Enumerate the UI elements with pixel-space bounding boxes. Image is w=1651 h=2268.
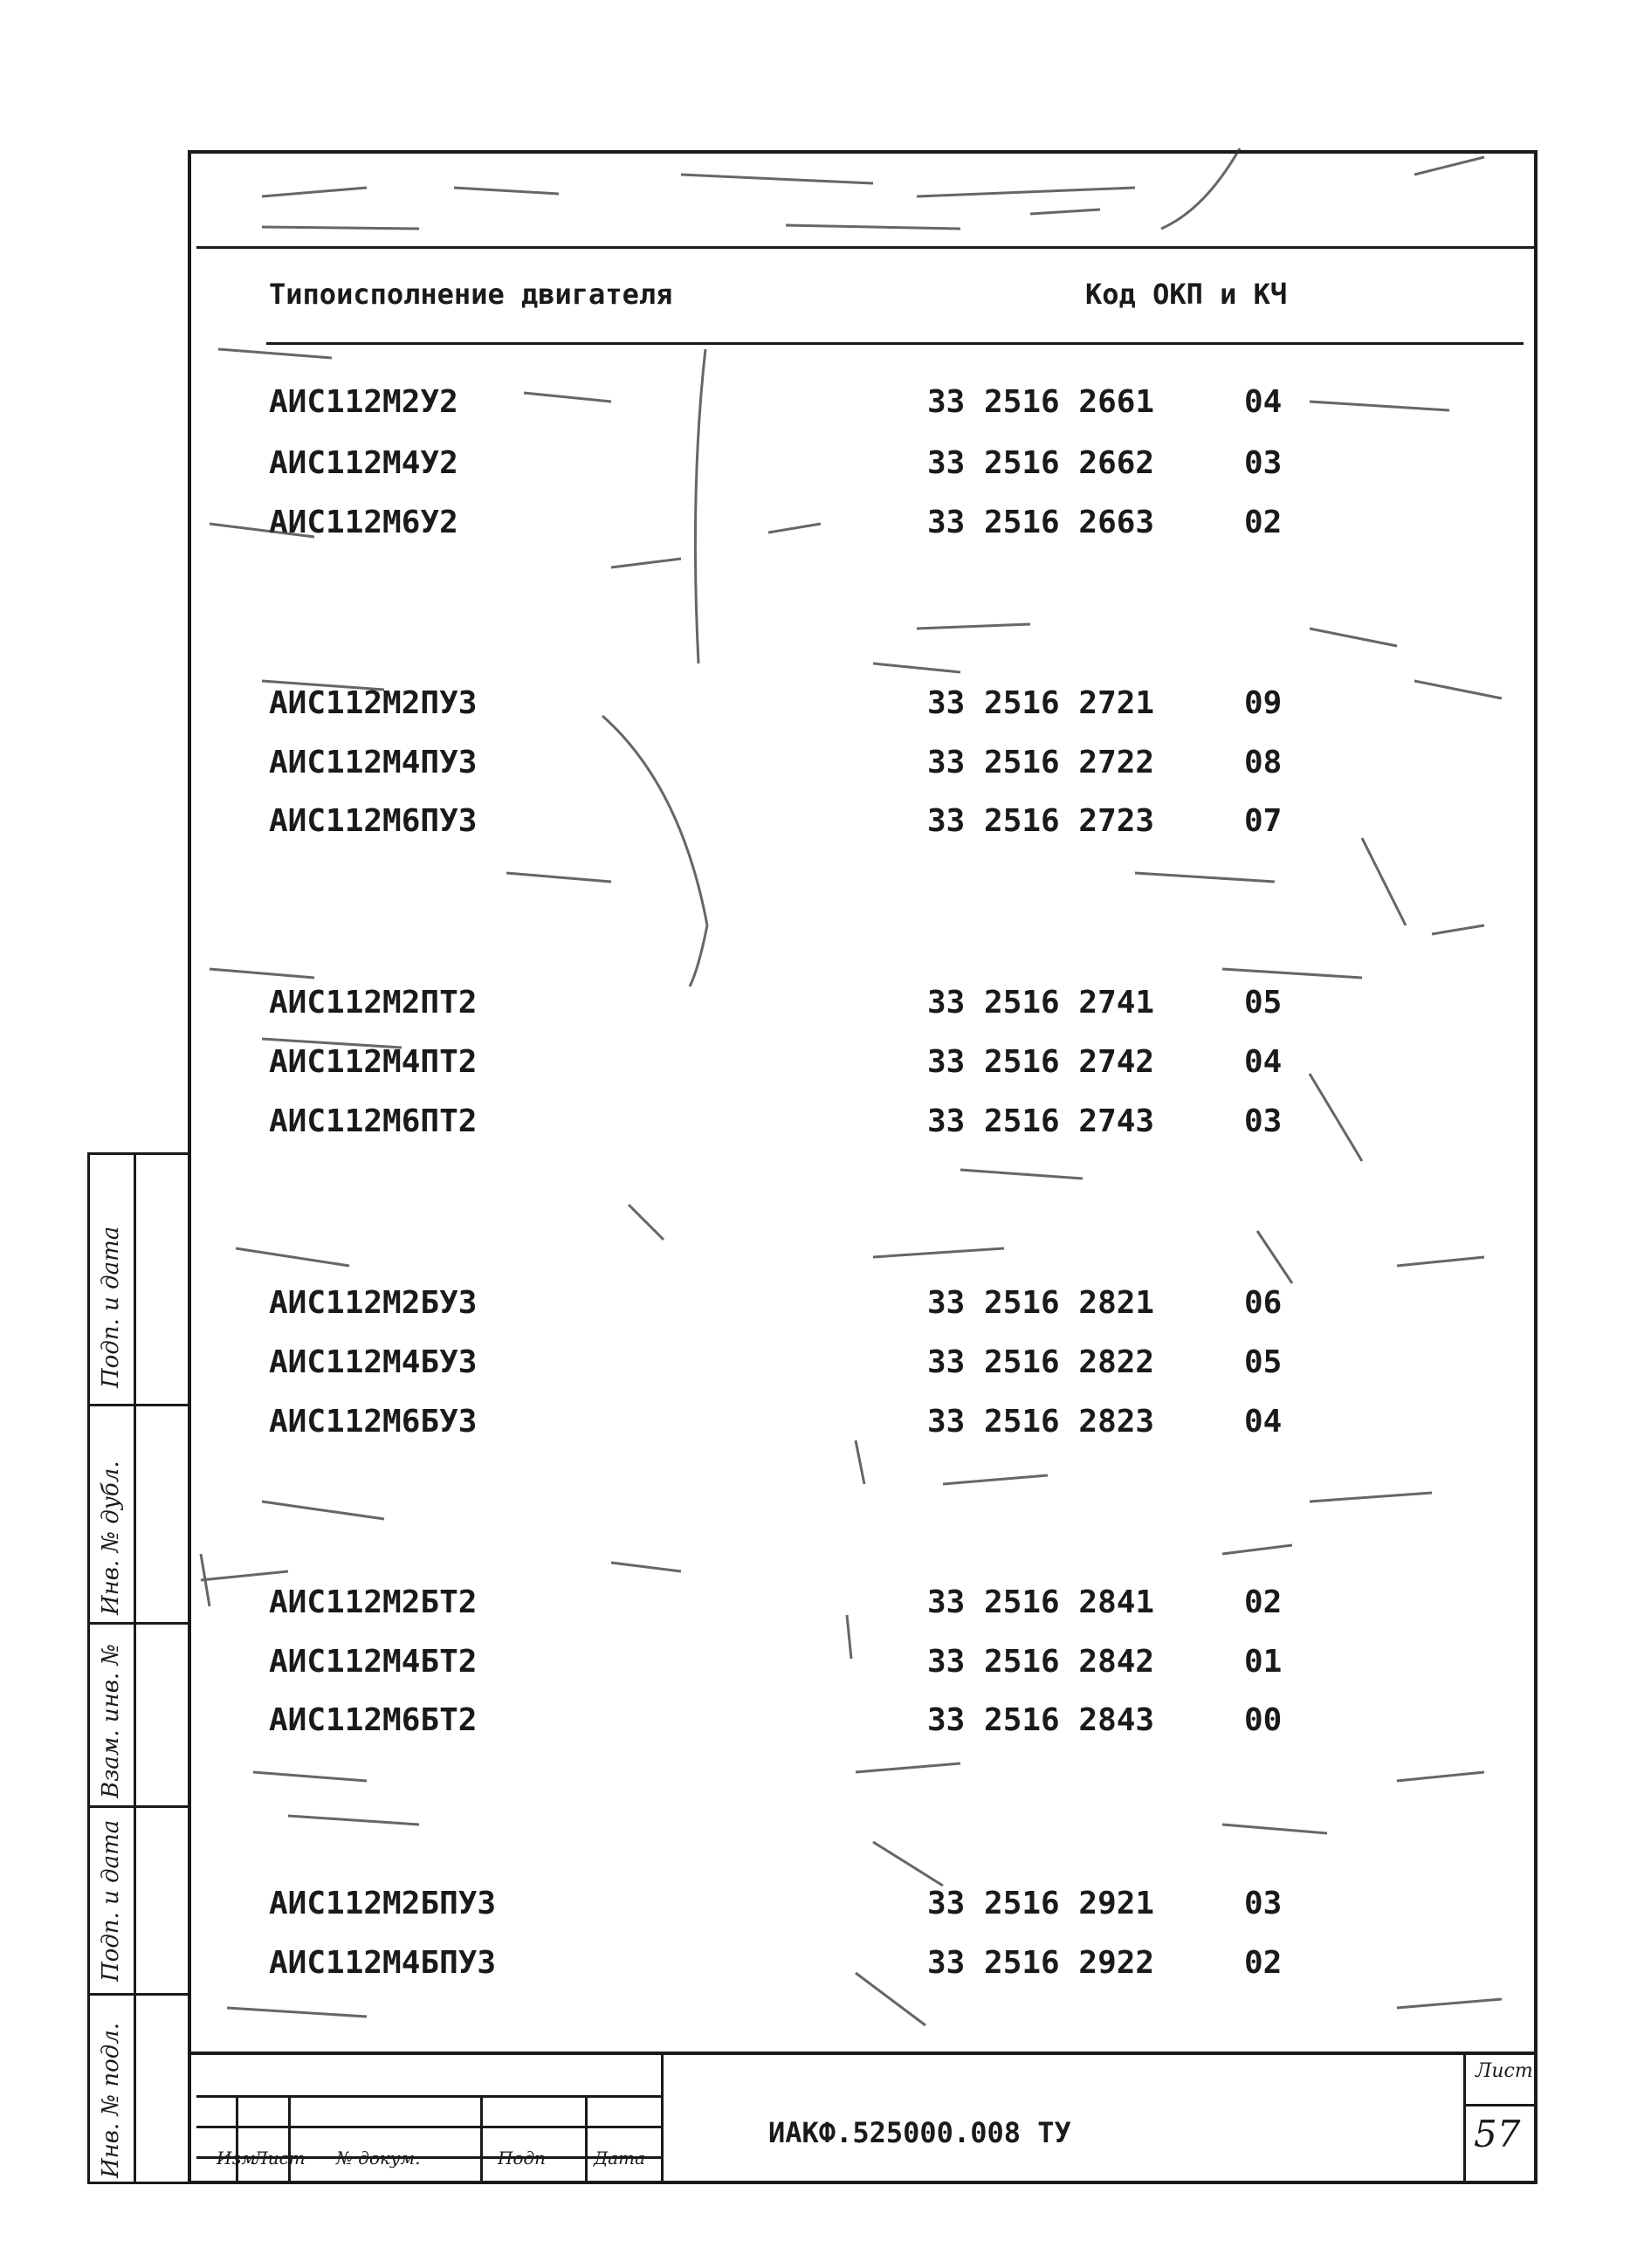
column-header-code: Код ОКП и КЧ <box>1085 278 1288 311</box>
okp-code-cell: 33 2516 2823 <box>927 1404 1155 1440</box>
sheet-label: Лист <box>1476 2060 1533 2082</box>
table-row <box>0 803 1651 847</box>
document-code: ИАКФ.525000.008 ТУ <box>768 2116 1071 2149</box>
motor-type-cell: АИС112М4ПУ3 <box>269 745 478 780</box>
okp-code-cell: 33 2516 2843 <box>927 1702 1155 1738</box>
sheet-cell-rule <box>1463 2104 1537 2106</box>
okp-code-cell: 33 2516 2921 <box>927 1886 1155 1921</box>
motor-type-cell: АИС112М2ПТ2 <box>269 985 478 1021</box>
kch-cell: 01 <box>1244 1644 1283 1680</box>
motor-type-cell: АИС112М2ПУ3 <box>269 685 478 721</box>
kch-cell: 06 <box>1244 1285 1283 1321</box>
okp-code-cell: 33 2516 2663 <box>927 505 1155 540</box>
kch-cell: 08 <box>1244 745 1283 780</box>
motor-type-cell: АИС112М6БТ2 <box>269 1702 478 1738</box>
table-row <box>0 384 1651 428</box>
table-row <box>0 505 1651 548</box>
kch-cell: 07 <box>1244 803 1283 839</box>
side-label-orig-inv: Инв. № подл. <box>98 2022 124 2178</box>
kch-cell: 03 <box>1244 1886 1283 1921</box>
motor-type-cell: АИС112М4ПТ2 <box>269 1044 478 1080</box>
motor-type-cell: АИС112М6ПТ2 <box>269 1103 478 1139</box>
motor-type-cell: АИС112М4БТ2 <box>269 1644 478 1680</box>
header-rule <box>196 246 1534 249</box>
motor-type-cell: АИС112М6ПУ3 <box>269 803 478 839</box>
kch-cell: 02 <box>1244 1584 1283 1620</box>
kch-cell: 04 <box>1244 1044 1283 1080</box>
okp-code-cell: 33 2516 2842 <box>927 1644 1155 1680</box>
revision-grid <box>196 2095 664 2182</box>
column-header-type: Типоисполнение двигателя <box>269 278 673 311</box>
side-label-replace-inv: Взам. инв. № <box>98 1643 124 1798</box>
tb-label-sheet: Лист <box>253 2148 306 2168</box>
kch-cell: 09 <box>1244 685 1283 721</box>
table-row <box>0 445 1651 489</box>
table-row <box>0 1285 1651 1329</box>
tb-label-sign: Подп <box>498 2148 547 2168</box>
kch-cell: 03 <box>1244 445 1283 481</box>
okp-code-cell: 33 2516 2743 <box>927 1103 1155 1139</box>
okp-code-cell: 33 2516 2822 <box>927 1344 1155 1380</box>
kch-cell: 04 <box>1244 384 1283 420</box>
tb-label-date: Дата <box>594 2148 646 2168</box>
motor-type-cell: АИС112М4У2 <box>269 445 458 481</box>
tb-label-change: Изм <box>217 2148 256 2168</box>
motor-type-cell: АИС112М2У2 <box>269 384 458 420</box>
sheet-cell-divider <box>1463 2053 1466 2184</box>
motor-type-cell: АИС112М4БПУ3 <box>269 1945 497 1981</box>
title-block-divider <box>661 2053 664 2184</box>
motor-type-cell: АИС112М2БТ2 <box>269 1584 478 1620</box>
table-row <box>0 1945 1651 1989</box>
table-row <box>0 1103 1651 1147</box>
motor-type-cell: АИС112М4БУ3 <box>269 1344 478 1380</box>
motor-type-cell: АИС112М6У2 <box>269 505 458 540</box>
okp-code-cell: 33 2516 2721 <box>927 685 1155 721</box>
table-row <box>0 1886 1651 1929</box>
kch-cell: 05 <box>1244 1344 1283 1380</box>
table-row <box>0 685 1651 729</box>
okp-code-cell: 33 2516 2742 <box>927 1044 1155 1080</box>
okp-code-cell: 33 2516 2841 <box>927 1584 1155 1620</box>
side-label-sign-date-2: Подп. и дата <box>98 1819 124 1982</box>
okp-code-cell: 33 2516 2741 <box>927 985 1155 1021</box>
kch-cell: 05 <box>1244 985 1283 1021</box>
table-row <box>0 985 1651 1028</box>
kch-cell: 02 <box>1244 1945 1283 1981</box>
table-row <box>0 1702 1651 1746</box>
side-label-sign-date-1: Подп. и дата <box>98 1226 124 1388</box>
motor-type-cell: АИС112М2БУ3 <box>269 1285 478 1321</box>
okp-code-cell: 33 2516 2922 <box>927 1945 1155 1981</box>
table-row <box>0 1644 1651 1687</box>
motor-type-cell: АИС112М6БУ3 <box>269 1404 478 1440</box>
column-header-rule <box>266 342 1524 345</box>
kch-cell: 00 <box>1244 1702 1283 1738</box>
table-row <box>0 1044 1651 1088</box>
sheet-number: 57 <box>1474 2113 1521 2155</box>
kch-cell: 02 <box>1244 505 1283 540</box>
table-row <box>0 1344 1651 1388</box>
okp-code-cell: 33 2516 2722 <box>927 745 1155 780</box>
side-label-dup-inv: Инв. № дубл. <box>98 1460 124 1615</box>
okp-code-cell: 33 2516 2662 <box>927 445 1155 481</box>
table-row <box>0 1404 1651 1447</box>
kch-cell: 03 <box>1244 1103 1283 1139</box>
okp-code-cell: 33 2516 2821 <box>927 1285 1155 1321</box>
kch-cell: 04 <box>1244 1404 1283 1440</box>
table-row <box>0 745 1651 788</box>
table-row <box>0 1584 1651 1628</box>
tb-label-docno: № докум. <box>336 2148 421 2168</box>
okp-code-cell: 33 2516 2723 <box>927 803 1155 839</box>
motor-type-cell: АИС112М2БПУ3 <box>269 1886 497 1921</box>
okp-code-cell: 33 2516 2661 <box>927 384 1155 420</box>
